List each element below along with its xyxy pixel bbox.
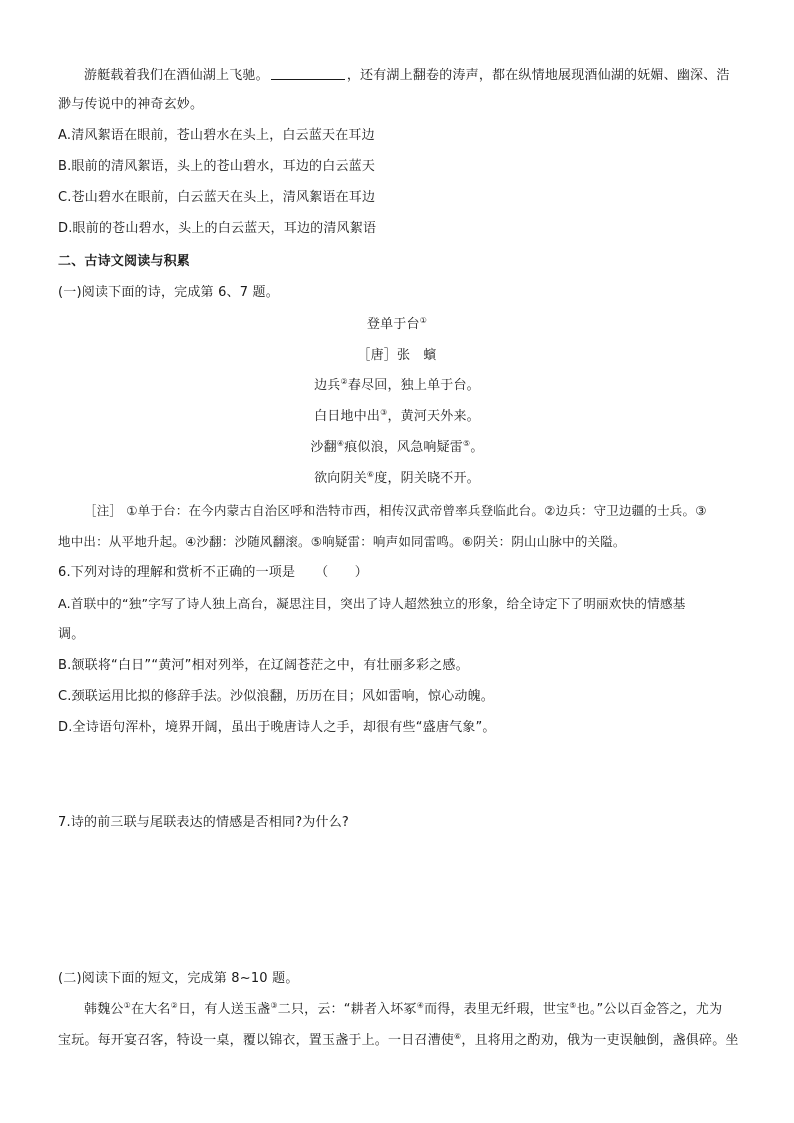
- footnote-marker: ④: [336, 439, 345, 448]
- section-heading: 二、古诗文阅读与积累: [58, 254, 191, 269]
- q6-option-d[interactable]: D.全诗语句浑朴，境界开阔，虽出于晚唐诗人之手，却很有些“盛唐气象”。: [58, 720, 496, 735]
- q5-option-b[interactable]: B.眼前的清风絮语，头上的苍山碧水，耳边的白云蓝天: [58, 159, 376, 174]
- passage-text: 而得，表里无纤瑕，世宝: [424, 1002, 570, 1017]
- footnote-marker: ②: [340, 377, 348, 386]
- passage-line1: [84, 1001, 722, 1019]
- q5-stem-line2: 渺与传说中的神奇玄妙。: [58, 97, 204, 112]
- q7-stem: 7.诗的前三联与尾联表达的情感是否相同?为什么?: [58, 815, 350, 830]
- passage-text: 在大名: [130, 1002, 171, 1017]
- poem-text: 白日地中出: [314, 409, 381, 424]
- footnote-marker: ③: [380, 408, 388, 417]
- q5-option-c[interactable]: C.苍山碧水在眼前，白云蓝天在头上，清风絮语在耳边: [58, 190, 376, 205]
- footnote-marker: ②: [170, 1001, 178, 1010]
- poem-line-4: [0, 470, 794, 488]
- passage-text: 日，有人送玉盏: [177, 1002, 271, 1017]
- poem-line-2: [0, 408, 794, 426]
- q6-option-b[interactable]: B.颔联将“白日”“黄河”相对列举，在辽阔苍茫之中，有壮丽多彩之感。: [58, 658, 469, 673]
- passage-text: 也。”公以百金答之，尤为: [576, 1002, 723, 1017]
- q5-stem-text: 游艇载着我们在酒仙湖上飞驰。: [84, 68, 269, 83]
- footnote-marker: ①: [123, 1001, 131, 1010]
- notes-line2: 地中出：从平地升起。④沙翻：沙随风翻滚。⑤响疑雷：响声如同雷鸣。⑥阴关：阴山山脉中的关隘。: [58, 534, 626, 549]
- q5-stem-text-cont: ，还有湖上翻卷的涛声，都在纵情地展现酒仙湖的妩媚、幽深、浩: [346, 68, 730, 83]
- poem-text: 边兵: [314, 378, 341, 393]
- poem-line-1: [0, 377, 794, 395]
- q6-option-a-line2[interactable]: 调。: [58, 627, 85, 642]
- footnote-marker: ③: [270, 1001, 278, 1010]
- q6-stem: 6.下列对诗的理解和赏析不正确的一项是 （ ）: [58, 565, 368, 580]
- footnote-marker: ⑥: [454, 1032, 462, 1041]
- q5-stem-line1: [84, 66, 730, 85]
- passage-text: ，且将用之酌劝，俄为一吏误触倒，盏俱碎。坐: [461, 1033, 739, 1048]
- footnote-marker: ⑤: [569, 1001, 577, 1010]
- passage-text: 二只，云：“耕者入坏冢: [277, 1002, 417, 1017]
- q6-option-c[interactable]: C.颈联运用比拟的修辞手法。沙似浪翻，历历在目；风如雷响，惊心动魄。: [58, 689, 495, 704]
- poem-text: 痕似浪，风急响疑雷: [344, 440, 463, 455]
- poem-text: 欲向阴关: [314, 471, 367, 486]
- notes-line1: ［注］ ①单于台：在今内蒙古自治区呼和浩特市西，相传汉武帝曾率兵登临此台。②边兵：守卫边疆的士兵。③: [84, 503, 707, 518]
- poem-title: [0, 316, 794, 334]
- passage-text: 韩魏公: [84, 1002, 124, 1017]
- footnote-marker: ⑤: [463, 439, 471, 448]
- footnote-marker: ④: [416, 1001, 425, 1010]
- poem-text: 度，阴关晓不开。: [374, 471, 480, 486]
- part2-intro: (二)阅读下面的短文，完成第 8~10 题。: [58, 971, 299, 986]
- poem-line-3: [0, 439, 794, 457]
- poem-text: ，黄河天外来。: [387, 409, 480, 424]
- poem-title-text: 登单于台: [366, 317, 420, 332]
- q5-option-a[interactable]: A.清风絮语在眼前，苍山碧水在头上，白云蓝天在耳边: [58, 128, 375, 143]
- passage-line2: [58, 1032, 739, 1050]
- poem-text: 。: [470, 440, 484, 455]
- poem-author: ［唐］张 蠙: [357, 348, 437, 363]
- q6-option-a-line1[interactable]: A.首联中的“独”字写了诗人独上高台，凝思注目，突出了诗人超然独立的形象，给全诗定下了明丽欢快的情感基: [58, 596, 686, 611]
- q5-option-d[interactable]: D.眼前的苍山碧水，头上的白云蓝天，耳边的清风絮语: [58, 221, 377, 236]
- poem-text: 沙翻: [310, 440, 337, 455]
- footnote-marker: ⑥: [366, 470, 375, 479]
- poem-text: 春尽回，独上单于台。: [347, 378, 480, 393]
- passage-text: 宝玩。每开宴召客，特设一桌，覆以锦衣，置玉盏于上。一日召漕使: [58, 1033, 455, 1048]
- part1-intro: (一)阅读下面的诗，完成第 6、7 题。: [58, 285, 279, 300]
- footnote-marker: ①: [419, 316, 428, 325]
- fill-in-blank[interactable]: [271, 66, 345, 80]
